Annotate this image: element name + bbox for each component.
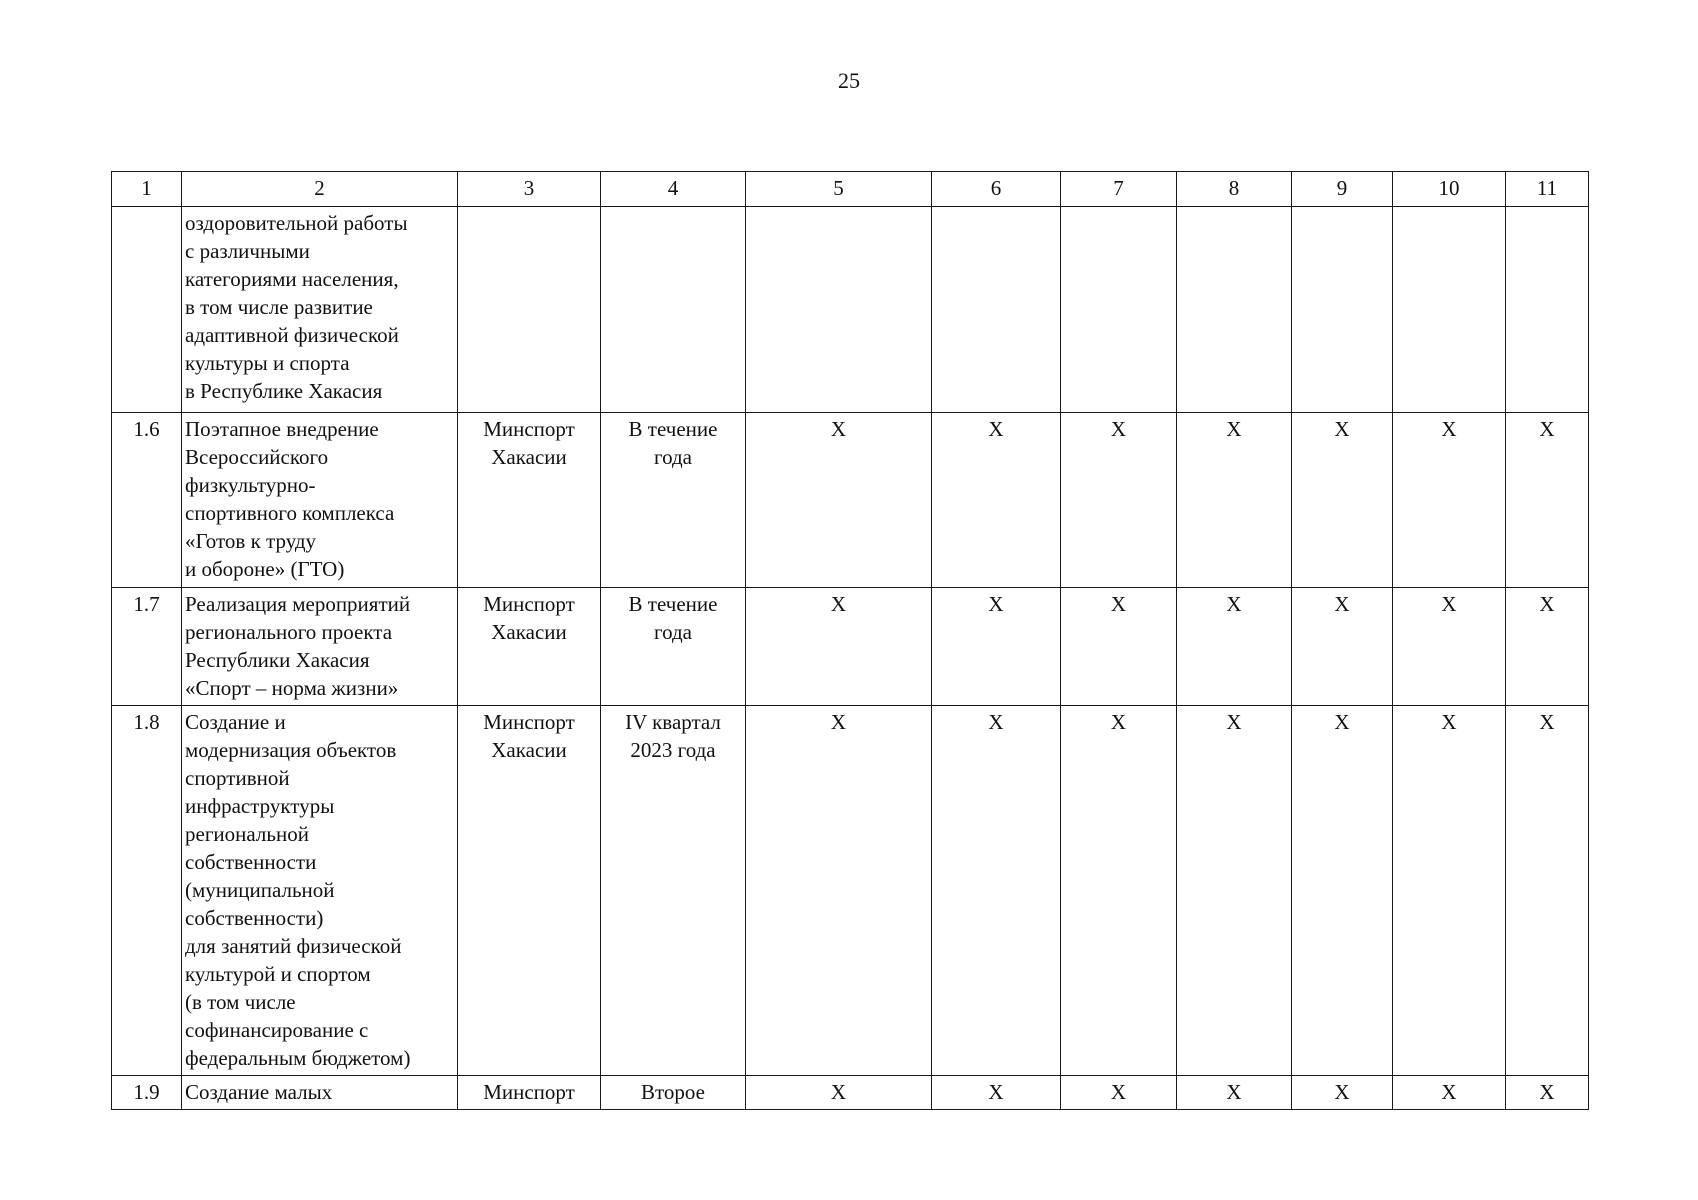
cell-mark: X	[1292, 413, 1393, 588]
cell-mark: X	[1061, 706, 1177, 1076]
plan-table	[111, 171, 1589, 1110]
cell-num: 1.8	[112, 706, 182, 1076]
column-header: 3	[458, 172, 601, 207]
cell-empty	[1061, 207, 1177, 413]
cell-mark: X	[1506, 413, 1589, 588]
cell-mark: X	[1177, 1076, 1292, 1110]
cell-empty	[1177, 207, 1292, 413]
table-row	[112, 588, 1589, 706]
cell-num: 1.7	[112, 588, 182, 706]
cell-num	[112, 207, 182, 413]
cell-executor: Минспорт Хакасии	[458, 413, 601, 588]
column-header: 4	[601, 172, 746, 207]
cell-mark: X	[1061, 1076, 1177, 1110]
cell-mark: X	[932, 1076, 1061, 1110]
cell-mark: X	[1177, 706, 1292, 1076]
column-header: 10	[1393, 172, 1506, 207]
cell-mark: X	[1393, 706, 1506, 1076]
table-row	[112, 413, 1589, 588]
cell-mark: X	[932, 413, 1061, 588]
cell-mark: X	[932, 588, 1061, 706]
cell-num: 1.9	[112, 1076, 182, 1110]
cell-mark: X	[1061, 413, 1177, 588]
cell-mark: X	[1506, 588, 1589, 706]
cell-mark: X	[746, 706, 932, 1076]
column-header: 6	[932, 172, 1061, 207]
cell-mark: X	[1177, 588, 1292, 706]
column-header: 9	[1292, 172, 1393, 207]
column-header: 7	[1061, 172, 1177, 207]
cell-mark: X	[1292, 1076, 1393, 1110]
table-row	[112, 1076, 1589, 1110]
cell-empty	[932, 207, 1061, 413]
cell-mark: X	[1393, 1076, 1506, 1110]
column-header: 11	[1506, 172, 1589, 207]
cell-mark: X	[1393, 588, 1506, 706]
cell-name: Создание малых	[182, 1076, 458, 1110]
column-header: 1	[112, 172, 182, 207]
cell-mark: X	[1292, 588, 1393, 706]
cell-term: Второе	[601, 1076, 746, 1110]
cell-term: В течение года	[601, 588, 746, 706]
cell-mark: X	[746, 1076, 932, 1110]
cell-mark: X	[746, 588, 932, 706]
cell-executor: Минспорт Хакасии	[458, 706, 601, 1076]
cell-name: Поэтапное внедрение Всероссийского физкультурно- спортивного комплекса «Готов к труду и обороне» (ГТО)	[182, 413, 458, 588]
cell-empty	[1393, 207, 1506, 413]
header-row	[112, 172, 1589, 207]
cell-empty	[746, 207, 932, 413]
cell-mark: X	[1506, 706, 1589, 1076]
cell-executor: Минспорт	[458, 1076, 601, 1110]
cell-mark: X	[1393, 413, 1506, 588]
cell-empty	[458, 207, 601, 413]
cell-mark: X	[932, 706, 1061, 1076]
cell-term: IV квартал 2023 года	[601, 706, 746, 1076]
column-header: 2	[182, 172, 458, 207]
table-row	[112, 706, 1589, 1076]
page-number: 25	[838, 68, 860, 93]
cell-name: Реализация мероприятий регионального проекта Республики Хакасия «Спорт – норма жизни»	[182, 588, 458, 706]
cell-mark: X	[1506, 1076, 1589, 1110]
cell-name-continuation: оздоровительной работы с различными категориями населения, в том числе развитие адаптивной физической культуры и спорта в Республике Хакасия	[182, 207, 458, 413]
table-row-continuation	[112, 207, 1589, 413]
cell-empty	[1506, 207, 1589, 413]
cell-num: 1.6	[112, 413, 182, 588]
cell-empty	[601, 207, 746, 413]
cell-executor: Минспорт Хакасии	[458, 588, 601, 706]
cell-name: Создание и модернизация объектов спортивной инфраструктуры региональной собственности (муниципальной собственности) для занятий физической культурой и спортом (в том числе софинансирование с федеральным бюджетом)	[182, 706, 458, 1076]
cell-mark: X	[1292, 706, 1393, 1076]
cell-empty	[1292, 207, 1393, 413]
cell-mark: X	[1177, 413, 1292, 588]
cell-mark: X	[746, 413, 932, 588]
cell-mark: X	[1061, 588, 1177, 706]
column-header: 8	[1177, 172, 1292, 207]
column-header: 5	[746, 172, 932, 207]
cell-term: В течение года	[601, 413, 746, 588]
